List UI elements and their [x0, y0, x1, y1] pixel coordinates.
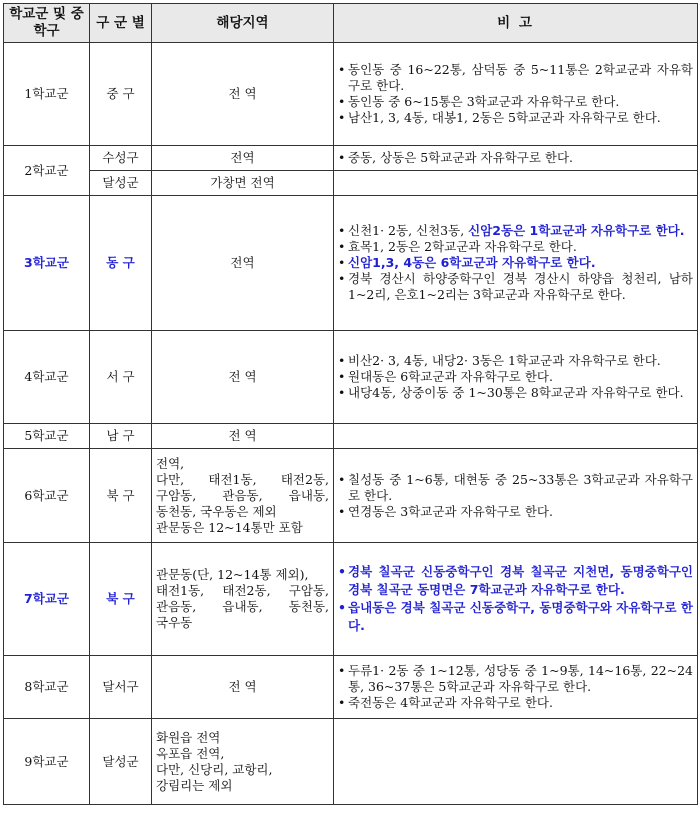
school-district-table-wrapper	[3, 3, 698, 805]
remark-item	[338, 695, 693, 711]
bullet: •	[338, 353, 346, 368]
table-row-1	[4, 43, 698, 146]
group-cell: 5학교군	[4, 424, 90, 449]
remark-text: 남산1, 3, 4동, 대봉1, 2동은 5학교군과 자유학구로 한다.	[348, 110, 661, 125]
remark-text: 내당4동, 상중이동 중 1~30통은 8학교군과 자유학구로 한다.	[348, 385, 684, 400]
district-cell: 중 구	[90, 43, 152, 146]
district-cell: 북 구	[90, 449, 152, 543]
bullet: •	[338, 62, 346, 77]
group-cell: 1학교군	[4, 43, 90, 146]
area-cell: 전 역	[152, 43, 334, 146]
header-row	[4, 4, 698, 43]
district-cell: 남 구	[90, 424, 152, 449]
group-cell: 2학교군	[4, 146, 90, 196]
bullet: •	[338, 94, 346, 109]
area-line: 강림리는 제외	[156, 777, 233, 793]
area-line: 화원읍 전역	[156, 729, 221, 745]
group-cell: 3학교군	[4, 196, 90, 331]
bullet: •	[338, 503, 346, 519]
bullet: •	[338, 369, 346, 384]
area-cell	[152, 449, 334, 543]
area-line: 태전1동, 태전2동, 구암동,	[156, 583, 329, 598]
area-cell	[152, 719, 334, 805]
district-cell: 달성군	[90, 719, 152, 805]
group-cell: 9학교군	[4, 719, 90, 805]
bullet: •	[338, 150, 346, 165]
area-line: 옥포읍 전역,	[156, 745, 225, 761]
header-school-group	[4, 4, 90, 43]
bullet: •	[338, 239, 346, 254]
header-area-label: 해당지역	[216, 14, 269, 31]
remark-item	[338, 663, 693, 695]
area-cell: 전 역	[152, 424, 334, 449]
area-line: 관음동, 읍내동, 동천동,	[156, 599, 329, 614]
area-cell: 전 역	[152, 656, 334, 719]
header-area	[152, 4, 334, 43]
area-line: 관문동은 12~14통만 포함	[156, 519, 303, 535]
table-row-7	[4, 543, 698, 656]
header-district-label: 구 군 별	[96, 14, 145, 31]
area-line: 다만, 신당리, 교항리,	[156, 761, 273, 777]
school-district-table	[3, 3, 698, 805]
remark-item	[338, 239, 693, 255]
remarks-cell	[334, 656, 698, 719]
remarks-cell	[334, 146, 698, 171]
table-row-3	[4, 196, 698, 331]
header-district	[90, 4, 152, 43]
area-line: 동천동, 국우동은 제외	[156, 503, 277, 519]
table-row-5	[4, 424, 698, 449]
header-remarks	[334, 4, 698, 43]
area-cell	[152, 543, 334, 656]
remark-text: 동인동 중 16~22통, 삼덕동 중 5~11통은 2학교군과 자유학구로 한다.	[348, 62, 693, 93]
area-line: 국우동	[156, 615, 193, 630]
remark-text: 칠성동 중 1~6통, 대현동 중 25~33통은 3학교군과 자유학구로 한다.	[348, 471, 693, 503]
bullet: •	[338, 385, 346, 400]
bullet: •	[338, 600, 346, 615]
remark-text: 효목1, 2동은 2학교군과 자유학구로 한다.	[348, 239, 577, 254]
area-line: 구암동, 관음동, 읍내동,	[156, 487, 329, 503]
remark-text: 신천1· 2동, 신천3동,	[348, 223, 469, 238]
remarks-cell	[334, 196, 698, 331]
bullet: •	[338, 223, 346, 238]
group-cell: 6학교군	[4, 449, 90, 543]
bullet: •	[338, 471, 346, 487]
remark-text: 중동, 상동은 5학교군과 자유학구로 한다.	[348, 150, 573, 165]
remark-text: 죽전동은 4학교군과 자유학구로 한다.	[348, 695, 553, 710]
table-row-2a	[4, 146, 698, 171]
remarks-cell	[334, 43, 698, 146]
area-cell: 전역	[152, 196, 334, 331]
header-school-group-label: 학교군 및 중학구	[9, 6, 84, 39]
table-row-2b	[4, 171, 698, 196]
area-cell: 가창면 전역	[152, 171, 334, 196]
remark-text-highlight: 신암2동은 1학교군과 자유학구로 한다.	[468, 223, 685, 238]
remarks-cell-empty	[334, 424, 698, 449]
remark-item	[338, 110, 693, 126]
remark-item	[338, 385, 693, 401]
remarks-cell-empty	[334, 719, 698, 805]
header-remarks-label: 비 고	[497, 14, 534, 31]
remark-text: 원대동은 6학교군과 자유학구로 한다.	[348, 369, 553, 384]
remark-text: 연경동은 3학교군과 자유학구로 한다.	[348, 503, 553, 519]
remarks-cell	[334, 331, 698, 424]
remark-item	[338, 94, 693, 110]
group-cell: 8학교군	[4, 656, 90, 719]
bullet: •	[338, 271, 346, 286]
remark-text: 두류1· 2동 중 1~12통, 성당동 중 1~9통, 14~16통, 22~24통, 36~37통은 5학교군과 자유학구로 한다.	[348, 663, 693, 694]
remark-text: 비산2· 3, 4동, 내당2· 3동은 1학교군과 자유학구로 한다.	[348, 353, 661, 368]
remarks-cell	[334, 449, 698, 543]
remark-text-highlight: 읍내동은 경북 칠곡군 신동중학구, 동명중학구와 자유학구로 한다.	[348, 600, 693, 633]
district-cell: 수성구	[90, 146, 152, 171]
district-cell: 동 구	[90, 196, 152, 331]
area-line: 관문동(단, 12~14통 제외),	[156, 567, 309, 582]
bullet: •	[338, 663, 346, 678]
remark-item	[338, 62, 693, 94]
remark-item	[338, 150, 693, 166]
remark-item	[338, 369, 693, 385]
district-cell: 서 구	[90, 331, 152, 424]
remark-item	[338, 223, 693, 239]
remark-item	[338, 472, 693, 504]
remarks-cell-empty	[334, 171, 698, 196]
remark-item	[338, 271, 693, 303]
remark-text: 경북 경산시 하양중학구인 경북 경산시 하양읍 청천리, 남하1~2리, 은호1~2리는 3학교군과 자유학구로 한다.	[348, 271, 693, 302]
district-cell: 달서구	[90, 656, 152, 719]
area-line: 다만, 태전1동, 태전2동,	[156, 471, 329, 487]
group-cell: 4학교군	[4, 331, 90, 424]
remark-item	[338, 353, 693, 369]
table-row-9	[4, 719, 698, 805]
table-row-8	[4, 656, 698, 719]
remark-text: 동인동 중 6~15통은 3학교군과 자유학구로 한다.	[348, 94, 620, 109]
remarks-cell	[334, 543, 698, 656]
district-cell: 달성군	[90, 171, 152, 196]
remark-item	[338, 504, 693, 520]
bullet: •	[338, 564, 346, 579]
area-line: 전역,	[156, 455, 185, 471]
area-cell: 전 역	[152, 331, 334, 424]
district-cell: 북 구	[90, 543, 152, 656]
group-cell: 7학교군	[4, 543, 90, 656]
remark-text-highlight: 경북 칠곡군 신동중학구인 경북 칠곡군 지천면, 동명중학구인 경북 칠곡군 동명면은 7학교군과 자유학구로 한다.	[348, 564, 693, 597]
remark-item	[338, 255, 693, 271]
remark-item	[338, 563, 693, 599]
bullet: •	[338, 110, 346, 125]
table-row-4	[4, 331, 698, 424]
bullet: •	[338, 255, 346, 270]
bullet: •	[338, 695, 346, 710]
remark-text-highlight: 신암1,3, 4동은 6학교군과 자유학구로 한다.	[348, 255, 596, 270]
table-row-6	[4, 449, 698, 543]
area-cell: 전역	[152, 146, 334, 171]
remark-item	[338, 599, 693, 635]
